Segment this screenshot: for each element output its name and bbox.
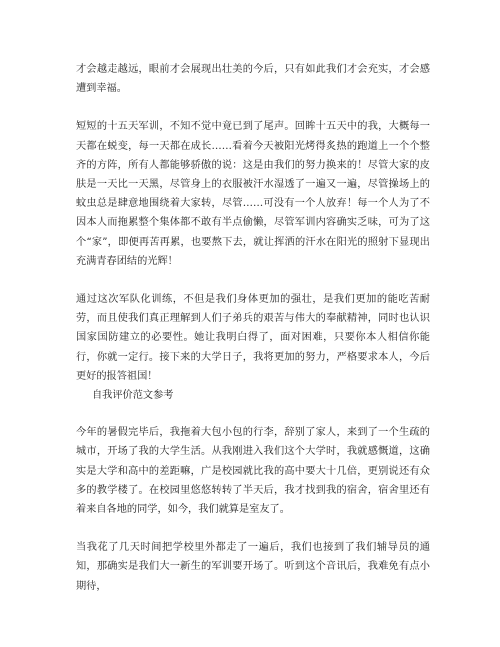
paragraph-intro: 才会越走越远，眼前才会展现出壮美的今后，只有如此我们才会充实，才会感遭到幸福。 bbox=[76, 64, 430, 95]
paragraph-notice: 当我花了几天时间把学校里外都走了一遍后，我们也接到了我们辅导员的通知，那确实是我们大一新生的军训要开场了。听到这个音讯后，我难免有点小期待， bbox=[76, 542, 430, 592]
paragraph-military-training: 短短的十五天军训，不知不觉中竟已到了尾声。回眸十五天中的我，大概每一天都在蜕变，每一天都在成长……看着今天被阳光烤得炙热的跑道上一个个整齐的方阵，所有人都能够骄傲的说：这是由我们的努力换来的！尽管大家的皮肤是一天比一天黑，尽管身上的衣服被汗水湿透了一遍又一遍，尽管操场上的蚊虫总是肆意地围绕着大家转，尽管……可没有一个人放弃！每一个人为了不因本人而拖累整个集体都不敢有半点偷懒，尽管军训内容确实乏味，可为了这个“家”，即便再苦再累，也要熬下去，就让挥洒的汗水在阳光的照射下显现出充满青春团结的光辉！ bbox=[76, 121, 430, 267]
document-body bbox=[76, 60, 430, 615]
paragraph-reflection: 通过这次军队化训练，不但是我们身体更加的强壮，是我们更加的能吃苦耐劳，而且使我们真正理解到人们子弟兵的艰苦与伟大的奉献精神，同时也认识国家国防建立的必要性。她让我明白得了，面对困难，只要你本人相信你能行，你就一定行。接下来的大学日子，我将更加的努力，严格要求本人，今后更好的报答祖国！ bbox=[76, 294, 430, 382]
paragraph-arrival: 今年的暑假完毕后，我拖着大包小包的行李，辞别了家人，来到了一个生疏的城市，开场了我的大学生活。从我刚进入我们这个大学时，我就感慨道，这确实是大学和高中的差距嘛，广是校园就比我的高中要大十几倍，更别说还有众多的教学楼了。在校园里悠悠转转了半天后，我才找到我的宿舍，宿舍里还有着来自各地的同学，如今，我们就算是室友了。 bbox=[76, 427, 430, 516]
section-heading: 自我评价范文参考 bbox=[92, 390, 174, 402]
